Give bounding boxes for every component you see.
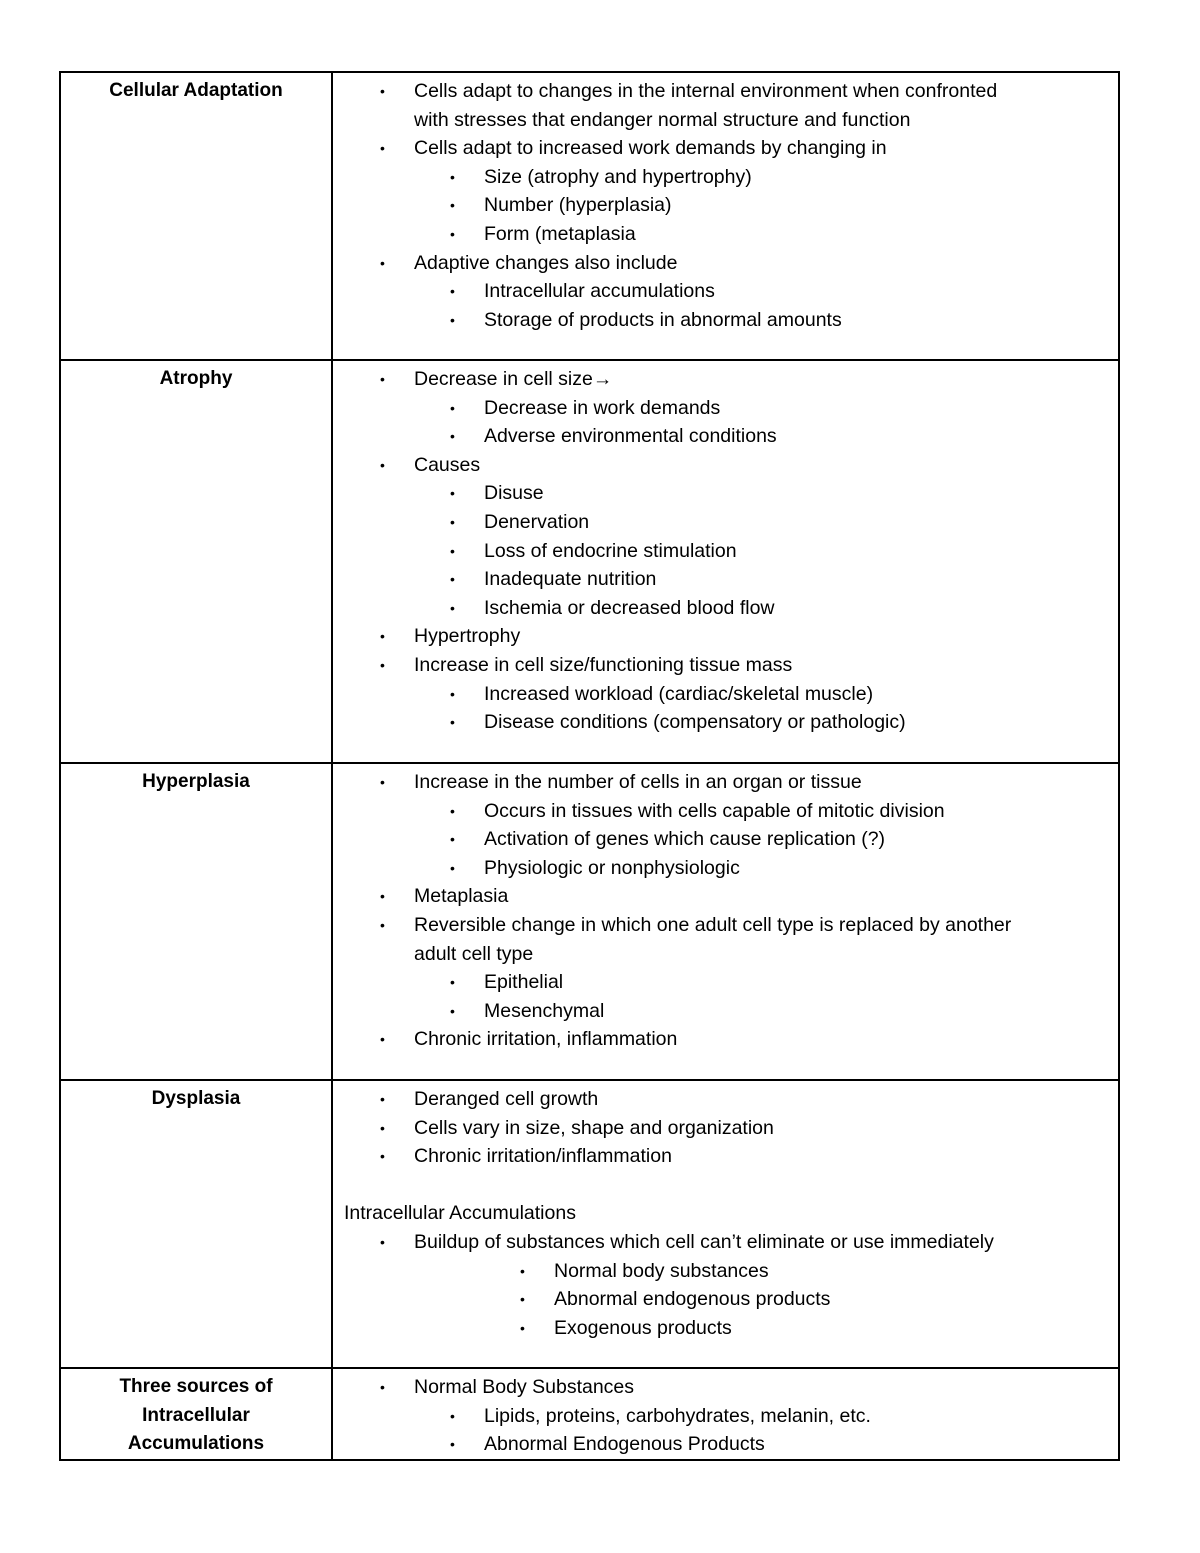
bullet-icon: •: [450, 513, 455, 530]
list-item-continuation: with stresses that endanger normal structure and function: [414, 108, 911, 131]
list-item: • Disuse: [333, 479, 1110, 508]
list-item: • Epithelial: [333, 968, 1110, 997]
list-item: • Number (hyperplasia): [333, 191, 1110, 220]
list-item: • Adverse environmental conditions: [333, 422, 1110, 451]
list-item: • Increased workload (cardiac/skeletal muscle): [333, 680, 1110, 709]
term-cell: [60, 1080, 332, 1368]
bullet-icon: •: [380, 83, 385, 99]
table-row: [60, 1368, 1119, 1460]
bullet-icon: •: [450, 831, 455, 848]
list-item: • Cells adapt to increased work demands by changing in: [333, 134, 1110, 163]
bullet-icon: •: [450, 571, 455, 588]
bullet-icon: •: [380, 1031, 385, 1048]
bullet-icon: •: [450, 225, 455, 242]
bullet-icon: •: [380, 628, 385, 645]
list-item: • Loss of endocrine stimulation: [333, 537, 1110, 566]
list-item: • Lipids, proteins, carbohydrates, melanin, etc.: [333, 1402, 1110, 1431]
list-item: • Decrease in cell size→: [333, 365, 1110, 394]
term-label: Dysplasia: [151, 1088, 241, 1109]
list-item: • Reversible change in which one adult cell type is replaced by another: [333, 911, 1110, 940]
list-item: • Storage of products in abnormal amounts: [333, 306, 1110, 335]
content-cell: [332, 72, 1119, 360]
content-cell: [332, 360, 1119, 763]
term-cell: [60, 360, 332, 763]
bullet-icon: •: [520, 1262, 525, 1279]
list-item: • Form (metaplasia: [333, 220, 1110, 249]
content-cell: [332, 1080, 1119, 1368]
bullet-icon: •: [380, 1119, 385, 1136]
bullet-icon: •: [380, 1148, 385, 1165]
list-item: • Disease conditions (compensatory or pathologic): [333, 708, 1110, 737]
list-item: • Mesenchymal: [333, 997, 1110, 1026]
bullet-icon: •: [380, 1091, 385, 1107]
list-item: • Increase in cell size/functioning tissue mass: [333, 651, 1110, 680]
bullet-icon: •: [450, 542, 455, 559]
bullet-icon: •: [450, 714, 455, 731]
bullet-icon: •: [380, 656, 385, 673]
bullet-icon: •: [380, 1379, 385, 1395]
term-label: Hyperplasia: [142, 771, 250, 792]
bullet-icon: •: [380, 916, 385, 933]
bullet-icon: •: [450, 168, 455, 185]
list-item: • Size (atrophy and hypertrophy): [333, 163, 1110, 192]
list-item: • Physiologic or nonphysiologic: [333, 854, 1110, 883]
list-item: • Deranged cell growth: [333, 1085, 1110, 1114]
bullet-icon: •: [450, 802, 455, 819]
bullet-icon: •: [450, 399, 455, 416]
list-item: • Activation of genes which cause replication (?): [333, 825, 1110, 854]
list-item-continuation: adult cell type: [414, 942, 534, 965]
bullet-icon: •: [450, 1436, 455, 1453]
list-item: • Intracellular accumulations: [333, 277, 1110, 306]
list-item: • Chronic irritation, inflammation: [333, 1025, 1110, 1054]
list-item: • Decrease in work demands: [333, 394, 1110, 423]
bullet-icon: •: [450, 1002, 455, 1019]
list-item: • Metaplasia: [333, 882, 1110, 911]
bullet-icon: •: [450, 485, 455, 502]
notes-table: [59, 71, 1120, 1461]
list-item: • Buildup of substances which cell can’t eliminate or use immediately: [333, 1228, 1110, 1257]
list-item: • Denervation: [333, 508, 1110, 537]
term-label: Cellular Adaptation: [109, 80, 283, 101]
list-item: • Exogenous products: [333, 1314, 1110, 1343]
content-cell: [332, 763, 1119, 1080]
list-item: • Ischemia or decreased blood flow: [333, 594, 1110, 623]
list-item: • Occurs in tissues with cells capable of mitotic division: [333, 797, 1110, 826]
bullet-icon: •: [450, 1407, 455, 1424]
list-item: • Cells vary in size, shape and organization: [333, 1114, 1110, 1143]
bullet-icon: •: [380, 888, 385, 905]
term-cell: [60, 1368, 332, 1460]
bullet-icon: •: [450, 599, 455, 616]
bullet-icon: •: [450, 283, 455, 300]
section-heading: Intracellular Accumulations: [344, 1202, 576, 1225]
bullet-icon: •: [380, 1233, 385, 1250]
bullet-icon: •: [450, 974, 455, 991]
table-row: [60, 763, 1119, 1080]
list-item: • Normal Body Substances: [333, 1373, 1110, 1402]
bullet-icon: •: [450, 859, 455, 876]
list-item: • Inadequate nutrition: [333, 565, 1110, 594]
list-item: • Normal body substances: [333, 1257, 1110, 1286]
term-label: Atrophy: [159, 368, 233, 389]
bullet-icon: •: [450, 311, 455, 328]
list-item: • Cells adapt to changes in the internal environment when confronted: [333, 77, 1110, 106]
bullet-icon: •: [520, 1291, 525, 1308]
table-row: [60, 360, 1119, 763]
list-item: • Causes: [333, 451, 1110, 480]
bullet-icon: •: [380, 456, 385, 473]
bullet-icon: •: [450, 428, 455, 445]
list-item: • Abnormal endogenous products: [333, 1285, 1110, 1314]
term-cell: [60, 763, 332, 1080]
list-item: • Chronic irritation/inflammation: [333, 1142, 1110, 1171]
list-item: • Adaptive changes also include: [333, 249, 1110, 278]
bullet-icon: •: [380, 140, 385, 157]
term-cell: [60, 72, 332, 360]
list-item: • Increase in the number of cells in an organ or tissue: [333, 768, 1110, 797]
bullet-icon: •: [450, 197, 455, 214]
bullet-icon: •: [380, 371, 385, 387]
list-item: • Abnormal Endogenous Products: [333, 1430, 1110, 1459]
bullet-icon: •: [380, 774, 385, 790]
bullet-icon: •: [520, 1319, 525, 1336]
term-label: Three sources of Intracellular Accumulations: [119, 1376, 273, 1455]
table-row: [60, 72, 1119, 360]
bullet-icon: •: [380, 254, 385, 271]
list-item: • Hypertrophy: [333, 622, 1110, 651]
content-cell: [332, 1368, 1119, 1460]
bullet-icon: •: [450, 685, 455, 702]
table-row: [60, 1080, 1119, 1368]
